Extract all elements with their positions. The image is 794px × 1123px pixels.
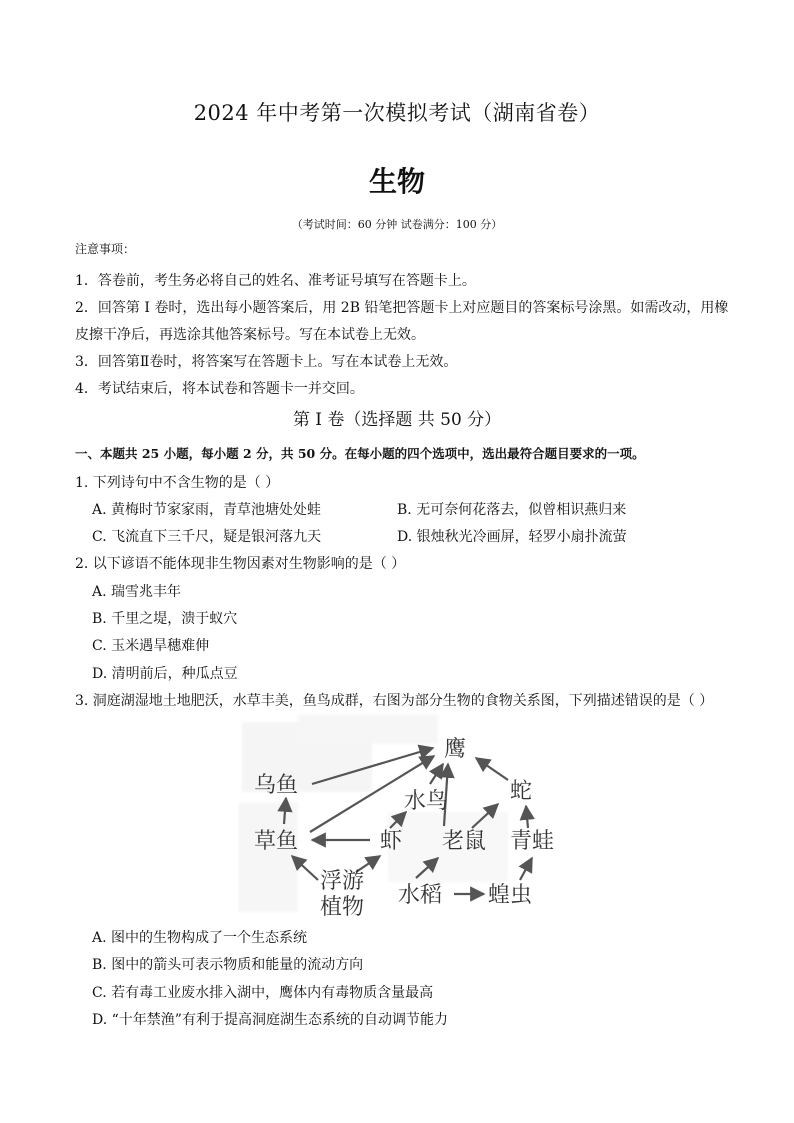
notes-heading: 注意事项： [75, 242, 136, 256]
question-3-option-b: B. 图中的箭头可表示物质和能量的流动方向 [92, 957, 364, 973]
question-1-option-b: B. 无可奈何花落去，似曾相识燕归来 [397, 502, 627, 518]
note-item: 4．考试结束后，将本试卷和答题卡一并交回。 [75, 381, 364, 397]
question-1-option-d: D. 银烛秋光冷画屏，轻罗小扇扑流萤 [397, 529, 627, 545]
exam-title: 2024 年中考第一次模拟考试（湖南省卷） [193, 101, 601, 125]
question-2-option-a: A. 瑞雪兆丰年 [92, 584, 182, 600]
organism-qingwa: 青蛙 [510, 829, 555, 854]
organism-ying: 鹰 [444, 737, 467, 762]
note-item: 2．回答第 I 卷时，选出每小题答案后，用 2B 铅笔把答题卡上对应题目的答案标号涂黑。如需改动，用橡 [75, 300, 729, 316]
organism-huangchong: 蝗虫 [488, 883, 533, 908]
question-2-option-b: B. 千里之堤，溃于蚁穴 [92, 611, 238, 627]
question-3-option-a: A. 图中的生物构成了一个生态系统 [92, 930, 308, 946]
question-3-option-d: D. “十年禁渔”有利于提高洞庭湖生态系统的自动调节能力 [92, 1012, 448, 1028]
question-2-stem: 2. 以下谚语不能体现非生物因素对生物影响的是（ ） [75, 556, 406, 572]
question-1-option-c: C. 飞流直下三千尺，疑是银河落九天 [92, 529, 322, 545]
organism-zhiwu: 植物 [320, 895, 365, 920]
organism-caoyu: 草鱼 [254, 829, 299, 854]
question-2-option-d: D. 清明前后，种瓜点豆 [92, 666, 238, 682]
note-item: 皮擦干净后，再选涂其他答案标号。写在本试卷上无效。 [75, 327, 425, 343]
exam-info: （考试时间：60 分钟 试卷满分：100 分） [291, 218, 503, 231]
question-1-option-a: A. 黄梅时节家家雨，青草池塘处处蛙 [92, 502, 322, 518]
organism-laoshu: 老鼠 [442, 829, 487, 854]
organism-shuidao: 水稻 [398, 883, 443, 908]
section-title: 第 I 卷（选择题 共 50 分） [292, 410, 502, 430]
question-3-option-c: C. 若有毒工业废水排入湖中，鹰体内有毒物质含量最高 [92, 985, 434, 1001]
question-2-option-c: C. 玉米遇旱穗难伸 [92, 638, 210, 654]
organism-wuyu: 乌鱼 [254, 773, 299, 798]
food-web-diagram [238, 712, 573, 920]
question-3-stem: 3. 洞庭湖湿地土地肥沃，水草丰美，鱼鸟成群，右图为部分生物的食物关系图，下列描述错误的是（ ） [75, 693, 714, 709]
organism-xia: 虾 [380, 829, 403, 854]
section-instruction: 一、本题共 25 小题，每小题 2 分，共 50 分。在每小题的四个选项中，选出最符合题目要求的一项。 [75, 446, 645, 461]
organism-shuiniao: 水鸟 [404, 789, 449, 814]
question-1-stem: 1. 下列诗句中不含生物的是（ ） [75, 475, 280, 491]
subject-title: 生物 [368, 165, 425, 198]
organism-fuyou: 浮游 [320, 869, 365, 894]
organism-she: 蛇 [510, 779, 533, 804]
note-item: 3．回答第Ⅱ卷时，将答案写在答题卡上。写在本试卷上无效。 [75, 354, 458, 370]
note-item: 1．答卷前，考生务必将自己的姓名、准考证号填写在答题卡上。 [75, 273, 476, 289]
